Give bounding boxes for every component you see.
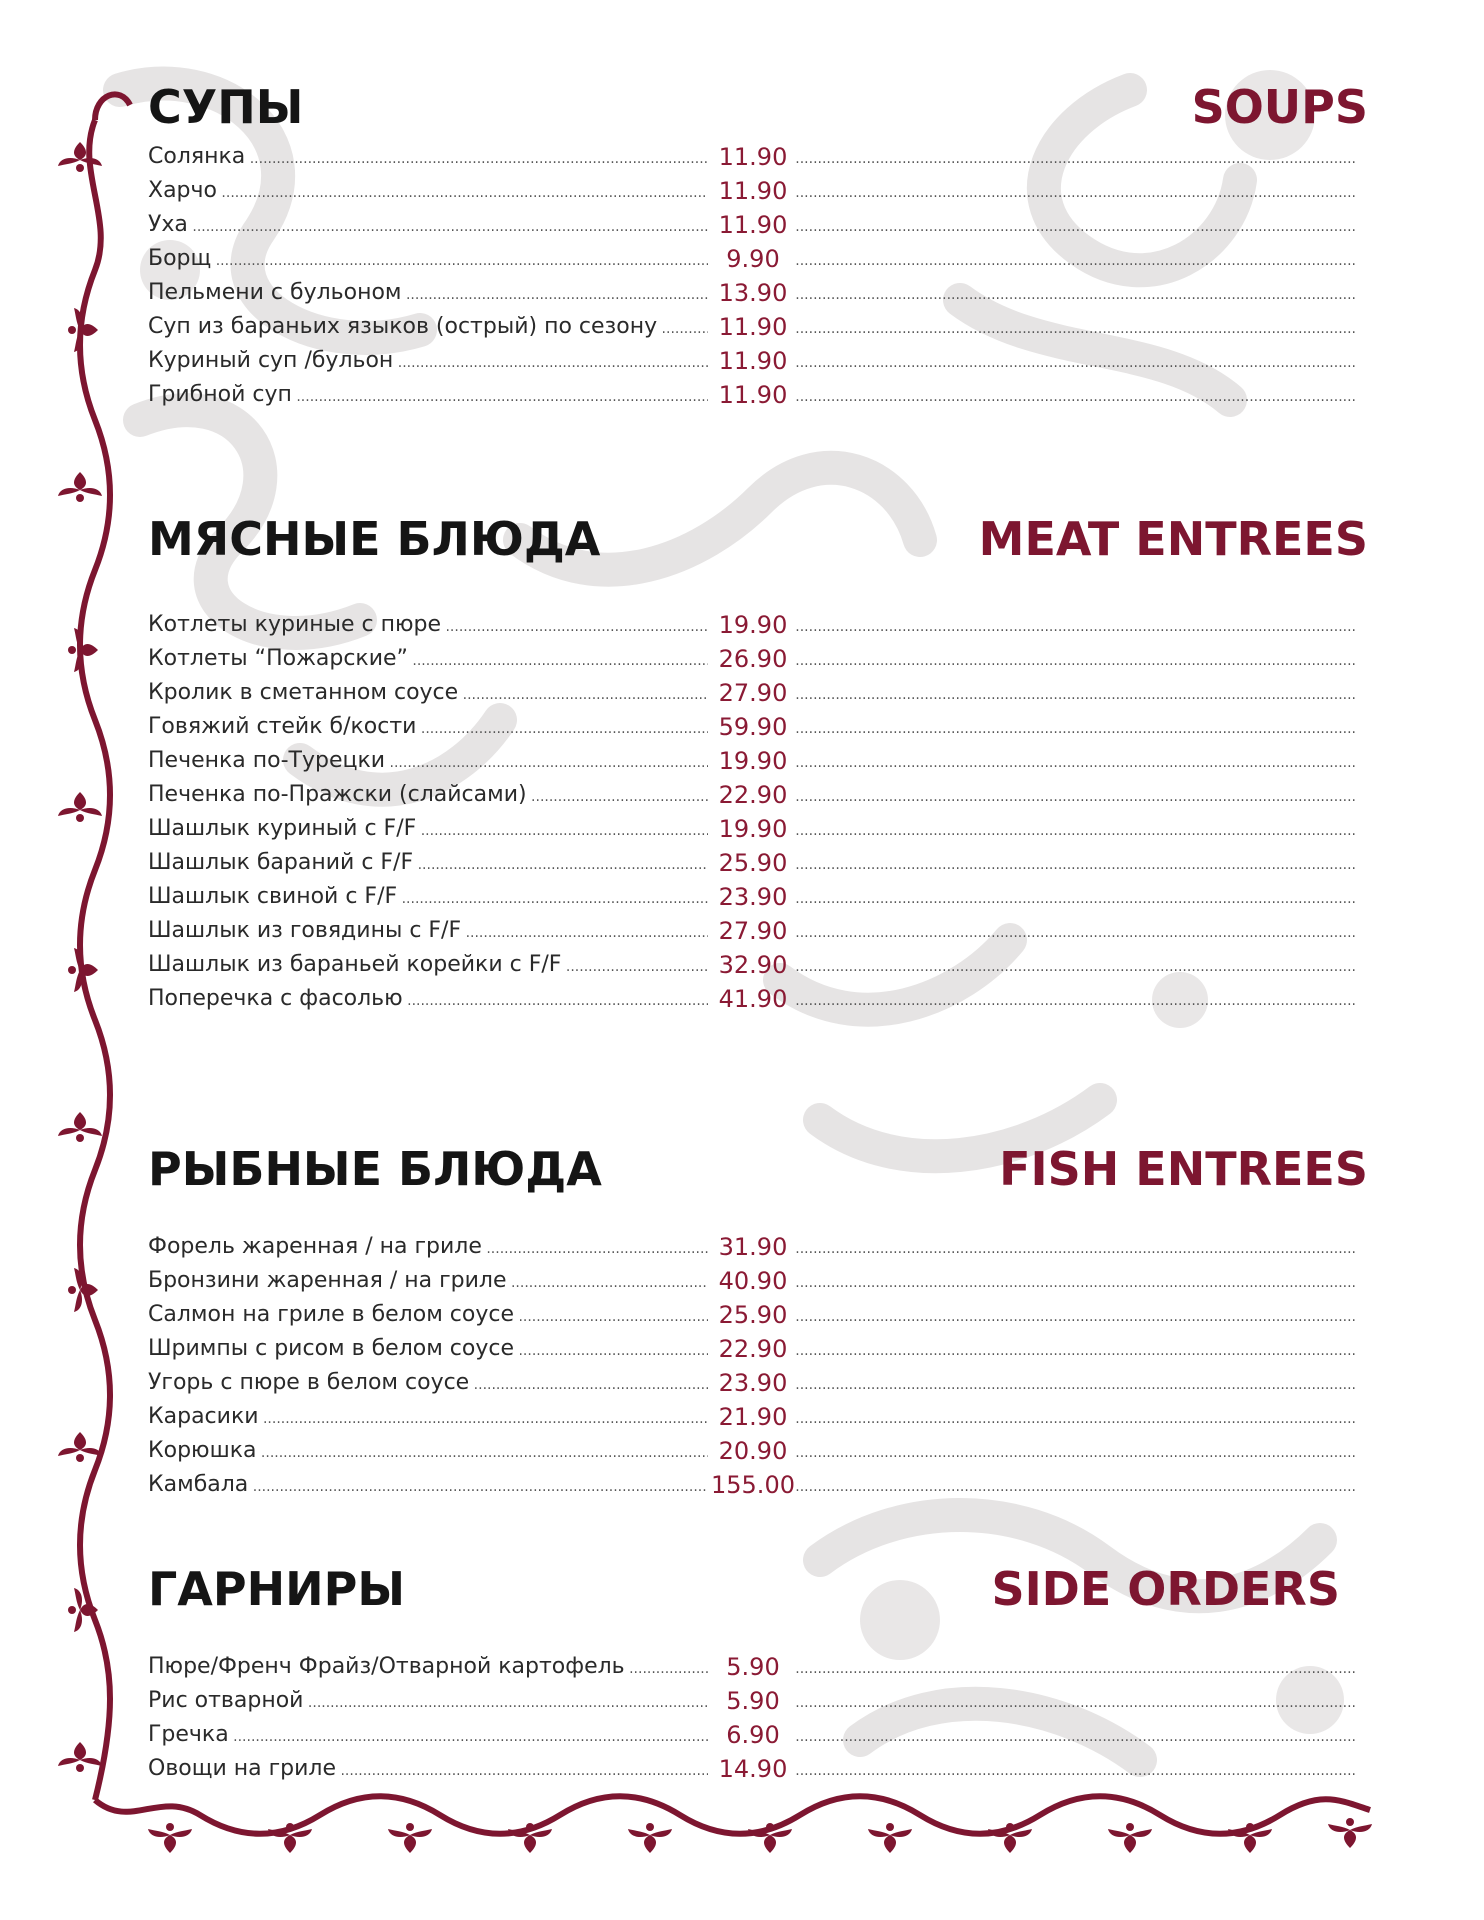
item-price: 21.90 xyxy=(718,1403,788,1431)
fish-section xyxy=(148,1142,1368,1512)
item-name-ru: Шашлык свиной с F/F ..... xyxy=(148,880,708,916)
item-name-en xyxy=(796,1684,1356,1720)
item-name-en xyxy=(796,1400,1356,1436)
item-name-en xyxy=(796,174,1356,210)
item-price: 5.90 xyxy=(726,1653,780,1681)
item-name-ru: Рис отварной ..... xyxy=(148,1684,708,1720)
item-name-en xyxy=(796,608,1356,644)
sides-title-en: SIDE ORDERS xyxy=(991,1562,1340,1616)
menu-item xyxy=(148,846,1368,880)
item-name-ru: Овощи на гриле ..... xyxy=(148,1752,708,1788)
item-name-en xyxy=(796,1434,1356,1470)
menu-item xyxy=(148,276,1368,310)
menu-item xyxy=(148,880,1368,914)
item-name-en xyxy=(796,846,1356,882)
menu-item xyxy=(148,1434,1368,1468)
menu-item xyxy=(148,1332,1368,1366)
item-price: 9.90 xyxy=(726,245,780,273)
item-name-ru: Гречка ..... xyxy=(148,1718,708,1754)
item-price: 19.90 xyxy=(718,611,788,639)
item-price: 11.90 xyxy=(718,313,788,341)
item-name-en xyxy=(796,948,1356,984)
item-name-ru: Шримпы с рисом в белом соусе ..... xyxy=(148,1332,708,1368)
menu-item xyxy=(148,778,1368,812)
menu-item xyxy=(148,378,1368,412)
item-name-en xyxy=(796,1230,1356,1266)
item-name-ru: Пюре/Френч Фрайз/Отварной картофель ..... xyxy=(148,1650,708,1686)
soups-list xyxy=(148,140,1368,412)
item-name-en xyxy=(796,1264,1356,1300)
item-name-en xyxy=(796,1468,1356,1504)
item-name-en xyxy=(796,914,1356,950)
menu-item xyxy=(148,608,1368,642)
item-name-en xyxy=(796,778,1356,814)
item-price: 27.90 xyxy=(718,917,788,945)
item-name-ru: Котлеты куриные с пюре ..... xyxy=(148,608,708,644)
item-name-en xyxy=(796,242,1356,278)
menu-item xyxy=(148,174,1368,208)
menu-item xyxy=(148,710,1368,744)
item-name-en xyxy=(796,744,1356,780)
item-price: 32.90 xyxy=(718,951,788,979)
item-name-ru: Корюшка ..... xyxy=(148,1434,708,1470)
menu-item xyxy=(148,1684,1368,1718)
soups-title-en: SOUPS xyxy=(1191,80,1368,134)
sides-list xyxy=(148,1650,1368,1786)
menu-item xyxy=(148,1298,1368,1332)
menu-item xyxy=(148,310,1368,344)
menu-item xyxy=(148,1752,1368,1786)
menu-item xyxy=(148,744,1368,778)
sides-title-ru: ГАРНИРЫ xyxy=(148,1562,405,1616)
item-name-en xyxy=(796,1366,1356,1402)
item-name-en xyxy=(796,1298,1356,1334)
item-name-ru: Печенка по-Турецки ..... xyxy=(148,744,708,780)
meat-section xyxy=(148,512,1368,1052)
menu-item xyxy=(148,948,1368,982)
item-price: 25.90 xyxy=(718,1301,788,1329)
menu-item xyxy=(148,1230,1368,1264)
item-name-ru: Кролик в сметанном соусе ..... xyxy=(148,676,708,712)
menu-item xyxy=(148,1650,1368,1684)
item-name-ru: Камбала ..... xyxy=(148,1468,708,1504)
fish-title-ru: РЫБНЫЕ БЛЮДА xyxy=(148,1142,602,1196)
item-name-ru: Шашлык бараний с F/F ..... xyxy=(148,846,708,882)
item-name-ru: Котлеты “Пожарские” ..... xyxy=(148,642,708,678)
item-name-ru: Бронзини жаренная / на гриле ..... xyxy=(148,1264,708,1300)
item-name-ru: Шашлык из бараньей корейки с F/F ..... xyxy=(148,948,708,984)
item-price: 14.90 xyxy=(718,1755,788,1783)
item-price: 19.90 xyxy=(718,747,788,775)
menu-item xyxy=(148,208,1368,242)
item-name-en xyxy=(796,378,1356,414)
item-price: 11.90 xyxy=(718,143,788,171)
item-name-en xyxy=(796,710,1356,746)
item-price: 23.90 xyxy=(718,883,788,911)
item-name-en xyxy=(796,140,1356,176)
meat-title-en: MEAT ENTREES xyxy=(978,512,1368,566)
item-price: 23.90 xyxy=(718,1369,788,1397)
menu-item xyxy=(148,1264,1368,1298)
item-price: 22.90 xyxy=(718,1335,788,1363)
item-price: 6.90 xyxy=(726,1721,780,1749)
item-name-en xyxy=(796,880,1356,916)
item-name-en xyxy=(796,812,1356,848)
item-name-ru: Поперечка с фасолью ..... xyxy=(148,982,708,1018)
menu-item xyxy=(148,914,1368,948)
item-name-en xyxy=(796,1752,1356,1788)
item-name-ru: Угорь с пюре в белом соусе ..... xyxy=(148,1366,708,1402)
item-price: 27.90 xyxy=(718,679,788,707)
item-name-ru: Грибной суп ..... xyxy=(148,378,708,414)
menu-item xyxy=(148,812,1368,846)
item-name-ru: Борщ ..... xyxy=(148,242,708,278)
menu-item xyxy=(148,344,1368,378)
item-name-en xyxy=(796,676,1356,712)
item-name-en xyxy=(796,1332,1356,1368)
item-price: 155.00 xyxy=(711,1471,795,1499)
sides-section xyxy=(148,1562,1368,1782)
item-name-ru: Уха ..... xyxy=(148,208,708,244)
item-price: 22.90 xyxy=(718,781,788,809)
item-price: 19.90 xyxy=(718,815,788,843)
item-name-ru: Печенка по-Пражски (слайсами) ..... xyxy=(148,778,708,814)
item-name-ru: Пельмени с бульоном ..... xyxy=(148,276,708,312)
item-price: 26.90 xyxy=(718,645,788,673)
item-price: 40.90 xyxy=(718,1267,788,1295)
item-name-en xyxy=(796,982,1356,1018)
item-name-en xyxy=(796,344,1356,380)
item-name-en xyxy=(796,1718,1356,1754)
item-price: 11.90 xyxy=(718,211,788,239)
item-name-en xyxy=(796,1650,1356,1686)
item-name-en xyxy=(796,208,1356,244)
item-price: 41.90 xyxy=(718,985,788,1013)
menu-item xyxy=(148,1468,1368,1502)
item-price: 59.90 xyxy=(718,713,788,741)
menu-item xyxy=(148,1366,1368,1400)
soups-section xyxy=(148,80,1368,440)
item-price: 5.90 xyxy=(726,1687,780,1715)
item-name-ru: Куриный суп /бульон ..... xyxy=(148,344,708,380)
item-name-ru: Карасики ..... xyxy=(148,1400,708,1436)
item-name-ru: Говяжий стейк б/кости ..... xyxy=(148,710,708,746)
item-name-en xyxy=(796,642,1356,678)
meat-list xyxy=(148,608,1368,1016)
item-price: 20.90 xyxy=(718,1437,788,1465)
item-name-ru: Харчо ..... xyxy=(148,174,708,210)
item-price: 11.90 xyxy=(718,177,788,205)
item-name-ru: Салмон на гриле в белом соусе ..... xyxy=(148,1298,708,1334)
item-name-ru: Солянка ..... xyxy=(148,140,708,176)
menu-item xyxy=(148,140,1368,174)
item-name-ru: Шашлык из говядины с F/F ..... xyxy=(148,914,708,950)
menu-item xyxy=(148,1718,1368,1752)
soups-title-ru: СУПЫ xyxy=(148,80,304,134)
item-name-ru: Суп из бараньих языков (острый) по сезону ..... xyxy=(148,310,708,346)
menu-item xyxy=(148,642,1368,676)
item-name-ru: Шашлык куриный с F/F ..... xyxy=(148,812,708,848)
menu-item xyxy=(148,242,1368,276)
item-price: 11.90 xyxy=(718,381,788,409)
menu-item xyxy=(148,1400,1368,1434)
item-price: 13.90 xyxy=(718,279,788,307)
fish-title-en: FISH ENTREES xyxy=(999,1142,1368,1196)
item-name-en xyxy=(796,276,1356,312)
menu-item xyxy=(148,676,1368,710)
meat-title-ru: МЯСНЫЕ БЛЮДА xyxy=(148,512,601,566)
fish-list xyxy=(148,1230,1368,1502)
item-name-ru: Форель жаренная / на гриле ..... xyxy=(148,1230,708,1266)
item-price: 25.90 xyxy=(718,849,788,877)
menu-item xyxy=(148,982,1368,1016)
item-price: 31.90 xyxy=(718,1233,788,1261)
item-name-en xyxy=(796,310,1356,346)
item-price: 11.90 xyxy=(718,347,788,375)
